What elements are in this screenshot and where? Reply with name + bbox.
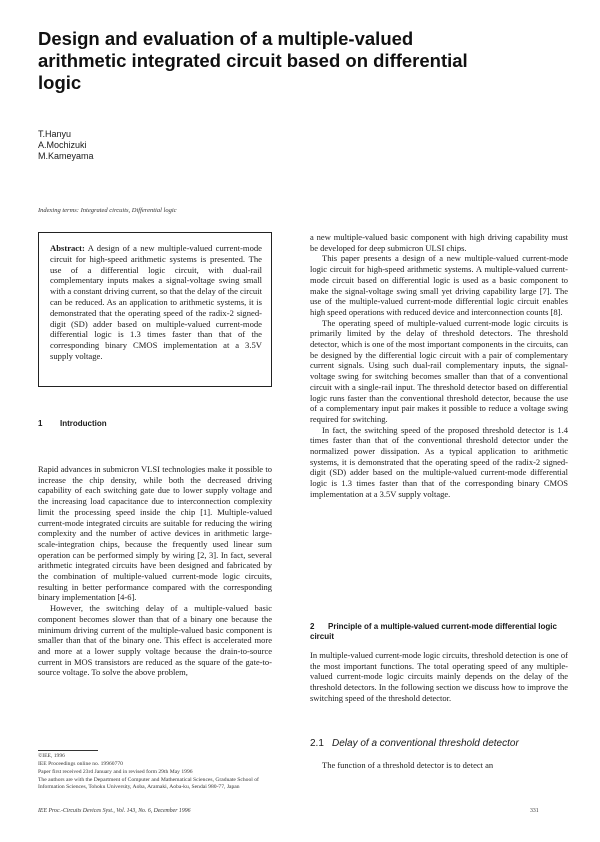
subsection-2-1-heading bbox=[310, 738, 568, 749]
body-paragraph: Rapid advances in submicron VLSI technologies make it possible to increase the chip density, while both the decreased driving capability of each switching gate due to lower supply voltage and the increasing load capacitance due to interconnection complexity limit the processing speed inside the chip [1]. Multiple-valued current-mode integrated circuits are suitable for reducing the wiring complexity and the number of active devices in arithmetic large-scale-integration chips, because the frequently used linear sum operation can be performed simply by wiring [2, 3]. In fact, several arithmetic integrated circuits have been designed and fabricated by the combination of multiple-valued current-mode logic circuits, resulting in better performance compared with the corresponding binary implementation [4-6]. bbox=[38, 464, 272, 603]
author-name: M.Kameyama bbox=[38, 151, 94, 161]
author-name: T.Hanyu bbox=[38, 129, 72, 139]
body-paragraph: This paper presents a design of a new multiple-valued current-mode logic circuit for high-speed arithmetic systems. A multiple-valued current-mode circuit based on differential logic is used as a basic component to make the signal-voltage swing small yet driving capability large [7]. The use of the multiple-valued current-mode differential logic circuit enables high speed operations with reduced device and interconnection counts [8]. bbox=[310, 253, 568, 317]
footnote-line: Paper first received 23rd January and in revised form 29th May 1996 bbox=[38, 769, 193, 775]
footnote-line: The authors are with the Department of Computer and Mathematical Sciences, Graduate School of Information Sciences, Tohoku University, Aoba, Aramaki, Aoba-ku, Sendai 980-77, Japan bbox=[38, 777, 259, 790]
right-column-body bbox=[310, 232, 568, 500]
abstract-box bbox=[38, 232, 272, 387]
left-column-body bbox=[38, 464, 272, 678]
footnote-divider bbox=[38, 750, 98, 751]
footnote-line: IEE Proceedings online no. 19960770 bbox=[38, 761, 123, 767]
abstract-body: A design of a new multiple-valued current-mode circuit for high-speed arithmetic systems is presented. The use of a differential logic circuit, with dual-rail complementary inputs makes a signal-voltage swing small with a constant driving current, so that the delay of the circuit can be reduced. As an application to arithmetic systems, it is demonstrated that the operating speed of the radix-2 signed-digit (SD) adder based on multiple-valued current-mode differential logic is 1.3 times faster than that of the corresponding binary CMOS implementation at a 3.5V supply voltage. bbox=[50, 243, 262, 361]
body-paragraph: The function of a threshold detector is to detect an bbox=[322, 760, 494, 770]
abstract-text bbox=[50, 243, 262, 362]
journal-footer: IEE Proc.-Circuits Devices Syst., Vol. 143, No. 6, December 1996 bbox=[38, 808, 191, 814]
subsection-2-1-body bbox=[310, 760, 568, 771]
author-list bbox=[38, 129, 94, 162]
footnotes bbox=[38, 753, 272, 792]
section-number: 2 bbox=[310, 622, 315, 631]
footnote-line: ©IEE, 1996 bbox=[38, 753, 65, 759]
author-name: A.Mochizuki bbox=[38, 140, 87, 150]
section-title: Principle of a multiple-valued current-mode differential logic circuit bbox=[310, 622, 557, 641]
subsection-number: 2.1 bbox=[310, 738, 324, 749]
body-paragraph: a new multiple-valued basic component with high driving capability must be developed for deep submicron ULSI chips. bbox=[310, 232, 568, 253]
body-paragraph: However, the switching delay of a multiple-valued basic component becomes slower than that of a binary one because the minimum driving current of the multiple-valued basic component is smaller than that of the binary one. This effect is accelerated more and more at a lower supply voltage because the drain-to-source current in MOS transistors are reduced as the square of the gate-to-source voltage. To solve the above problem, bbox=[38, 603, 272, 678]
section-title: Introduction bbox=[60, 419, 107, 428]
abstract-label: Abstract: bbox=[50, 243, 85, 253]
index-terms: Indexing terms: Integrated circuits, Differential logic bbox=[38, 207, 177, 214]
section-2-heading bbox=[310, 622, 568, 642]
body-paragraph: In fact, the switching speed of the proposed threshold detector is 1.4 times faster than that of the conventional threshold detector under the normalized power dissipation. As a typical application to arithmetic systems, it is demonstrated that the operating speed of the radix-2 signed-digit (SD) adder based on the multiple-valued current-mode differential logic is 1.3 times faster than that of the corresponding binary CMOS implementation at a 3.5V supply voltage. bbox=[310, 424, 568, 499]
page-number: 331 bbox=[530, 808, 539, 814]
section-1-heading bbox=[38, 419, 107, 429]
section-2-body bbox=[310, 650, 568, 704]
body-paragraph: The operating speed of multiple-valued current-mode logic circuits is primarily limited by the delay of threshold detectors. The threshold detector, which is one of the most important components in the circuits, can be designed by the differential logic circuit with a pair of complementary current signals. Using such dual-rail complementary inputs, the signal-voltage swing for switching becomes smaller than that of a conventional circuit with a single-rail input. The threshold detector based on differential logic runs faster than the conventional threshold detector, because the use of a complementary input pair makes it possible to reduce a voltage swing required for switching. bbox=[310, 317, 568, 424]
body-paragraph: In multiple-valued current-mode logic circuits, threshold detection is one of the most important functions. The total operating speed of any multiple-valued current-mode logic circuits mainly depends on the delay of the threshold detectors. In the following section we discuss how to improve the switching speed of the threshold detector. bbox=[310, 650, 568, 703]
section-number: 1 bbox=[38, 419, 43, 428]
subsection-title: Delay of a conventional threshold detector bbox=[332, 738, 519, 749]
paper-title: Design and evaluation of a multiple-valued arithmetic integrated circuit based on differential logic bbox=[38, 28, 468, 93]
